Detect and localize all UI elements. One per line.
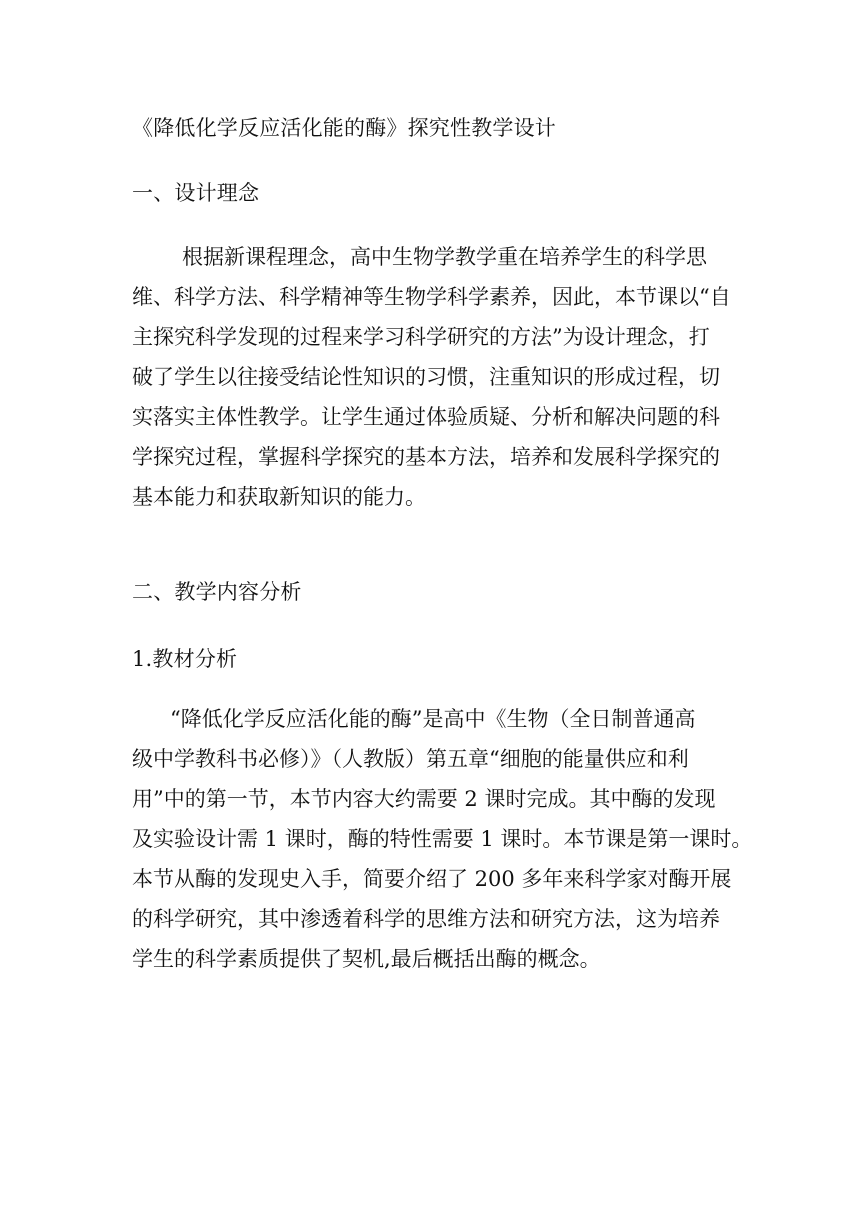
paragraph-line: 学探究过程，掌握科学探究的基本方法，培养和发展科学探究的: [132, 445, 720, 469]
paragraph-line: 级中学教科书必修）》（人教版）第五章“细胞的能量供应和利: [132, 747, 689, 771]
textbook-analysis-paragraph: [132, 699, 753, 979]
paragraph-line: 及实验设计需 1 课时，酶的特性需要 1 课时。本节课是第一课时。: [132, 827, 753, 851]
paragraph-line: 根据新课程理念，高中生物学教学重在培养学生的科学思: [182, 245, 707, 269]
subheading-textbook-analysis: 1.教材分析: [132, 647, 238, 671]
paragraph-line: 主探究科学发现的过程来学习科学研究的方法”为设计理念，打: [132, 325, 710, 349]
paragraph-line: 基本能力和获取新知识的能力。: [132, 485, 426, 509]
paragraph-line: 用”中的第一节，本节内容大约需要 2 课时完成。其中酶的发现: [132, 787, 716, 811]
section-heading-design-concept: 一、设计理念: [132, 181, 260, 205]
document-title: 《降低化学反应活化能的酶》探究性教学设计: [132, 116, 556, 140]
design-concept-paragraph: [132, 237, 732, 517]
paragraph-line: 学生的科学素质提供了契机,最后概括出酶的概念。: [132, 947, 601, 971]
paragraph-line: 的科学研究，其中渗透着科学的思维方法和研究方法，这为培养: [132, 907, 720, 931]
paragraph-line: 实落实主体性教学。让学生通过体验质疑、分析和解决问题的科: [132, 405, 720, 429]
paragraph-line: 维、科学方法、科学精神等生物学科学素养，因此，本节课以“自: [132, 285, 731, 309]
paragraph-line: “降低化学反应活化能的酶”是高中《生物（全日制普通高: [170, 707, 696, 731]
paragraph-line: 本节从酶的发现史入手，简要介绍了 200 多年来科学家对酶开展: [132, 867, 732, 891]
paragraph-line: 破了学生以往接受结论性知识的习惯，注重知识的形成过程，切: [132, 365, 720, 389]
section-heading-content-analysis: 二、教学内容分析: [132, 580, 302, 604]
